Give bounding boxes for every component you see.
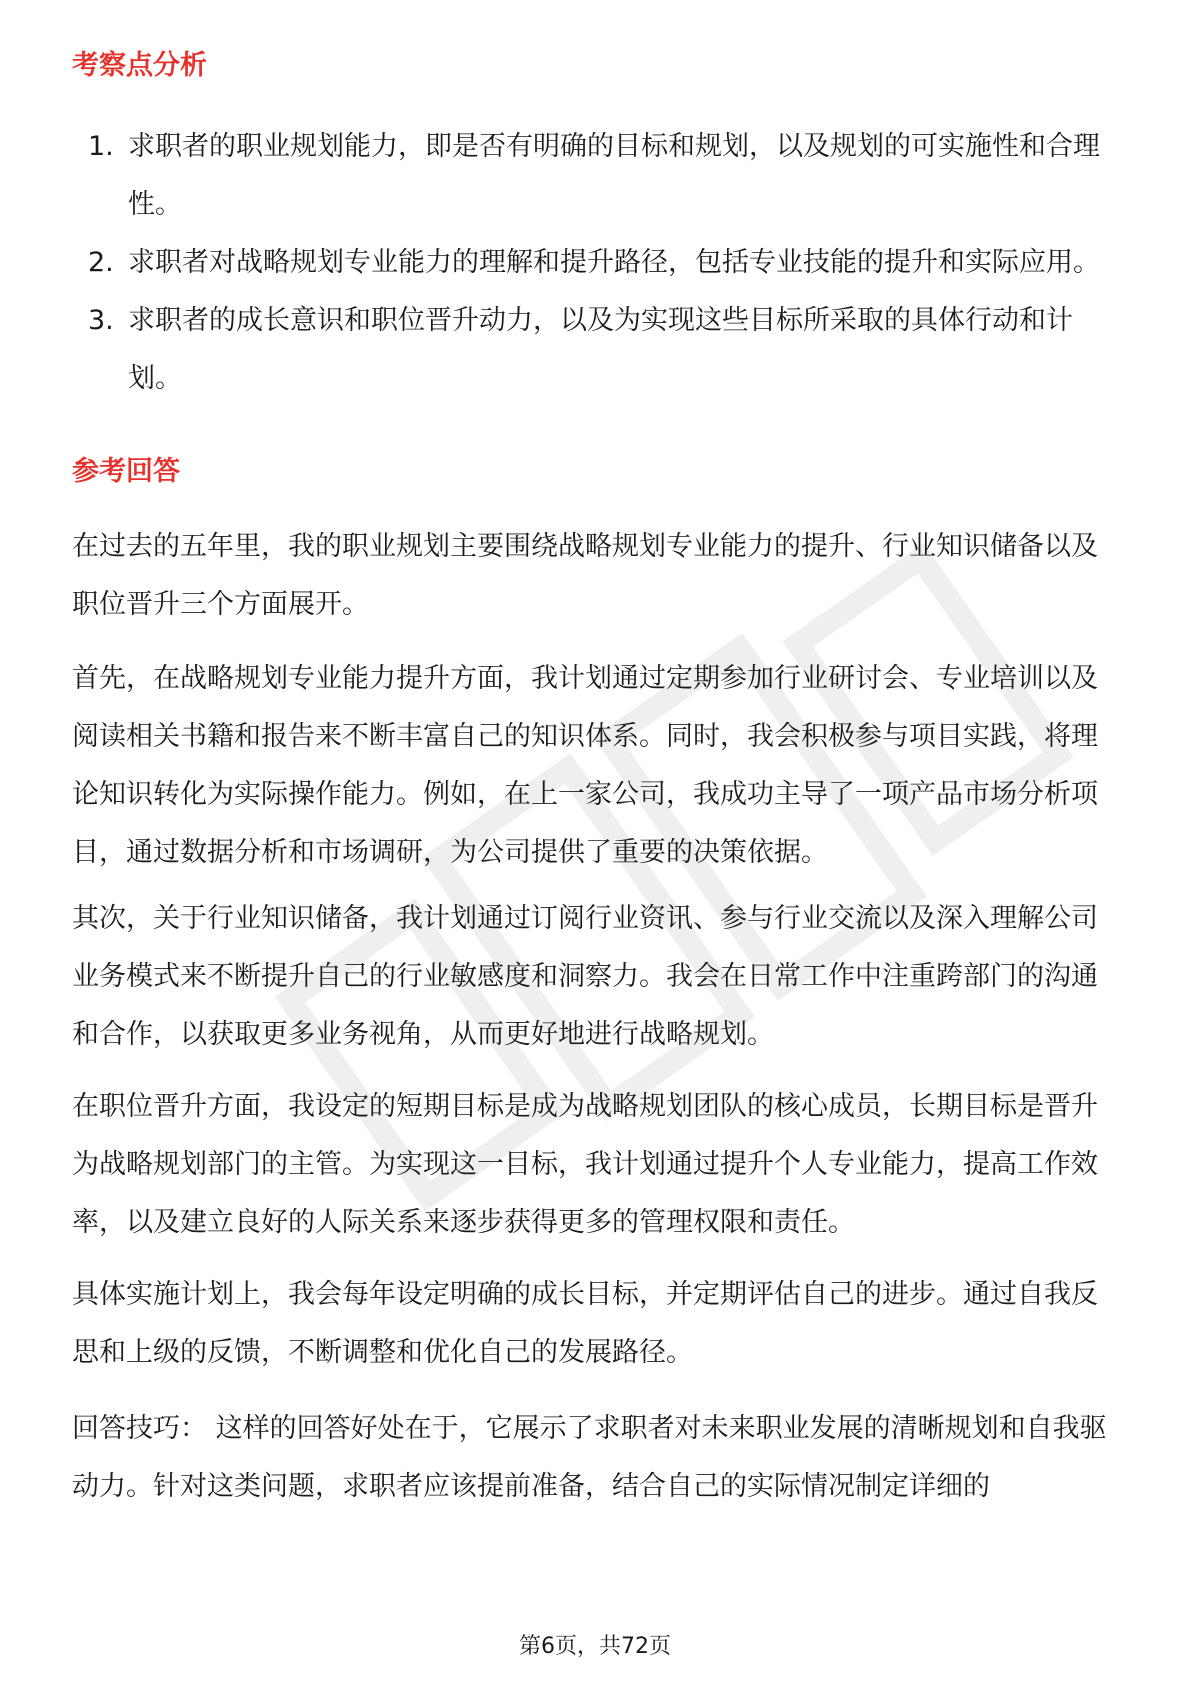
page-indicator: 第6页，共72页 — [519, 1634, 671, 1659]
list-number: 3. — [88, 305, 114, 336]
list-item — [72, 292, 1122, 408]
answer-paragraph: 在职位晋升方面，我设定的短期目标是成为战略规划团队的核心成员，长期目标是晋升为战略规划部门的主管。为实现这一目标，我计划通过提升个人专业能力，提高工作效率，以及建立良好的人际关系来逐步获得更多的管理权限和责任。 — [72, 1091, 1098, 1238]
answer-paragraph: 具体实施计划上，我会每年设定明确的成长目标，并定期评估自己的进步。通过自我反思和上级的反馈，不断调整和优化自己的发展路径。 — [72, 1279, 1098, 1368]
list-item — [72, 118, 1122, 234]
list-number: 1. — [88, 131, 114, 162]
list-item — [72, 234, 1122, 292]
answer-paragraph: 首先，在战略规划专业能力提升方面，我计划通过定期参加行业研讨会、专业培训以及阅读相关书籍和报告来不断丰富自己的知识体系。同时，我会积极参与项目实践，将理论知识转化为实际操作能力。例如，在上一家公司，我成功主导了一项产品市场分析项目，通过数据分析和市场调研，为公司提供了重要的决策依据。 — [72, 663, 1098, 868]
section-title-reference-answer: 参考回答 — [72, 456, 180, 487]
answer-paragraph: 在过去的五年里，我的职业规划主要围绕战略规划专业能力的提升、行业知识储备以及职位晋升三个方面展开。 — [72, 531, 1098, 620]
list-item-text: 求职者的职业规划能力，即是否有明确的目标和规划，以及规划的可实施性和合理性。 — [128, 131, 1100, 220]
answer-tip-paragraph: 回答技巧： 这样的回答好处在于，它展示了求职者对未来职业发展的清晰规划和自我驱动力。针对这类问题，求职者应该提前准备，结合自己的实际情况制定详细的 — [72, 1413, 1107, 1502]
analysis-list — [72, 118, 1122, 408]
list-item-text: 求职者的成长意识和职位晋升动力，以及为实现这些目标所采取的具体行动和计划。 — [128, 305, 1073, 394]
section-title-analysis: 考察点分析 — [72, 50, 207, 81]
list-item-text: 求职者对战略规划专业能力的理解和提升路径，包括专业技能的提升和实际应用。 — [128, 247, 1100, 278]
answer-paragraph: 其次，关于行业知识储备，我计划通过订阅行业资讯、参与行业交流以及深入理解公司业务模式来不断提升自己的行业敏感度和洞察力。我会在日常工作中注重跨部门的沟通和合作，以获取更多业务视角，从而更好地进行战略规划。 — [72, 903, 1098, 1050]
list-number: 2. — [88, 247, 114, 278]
